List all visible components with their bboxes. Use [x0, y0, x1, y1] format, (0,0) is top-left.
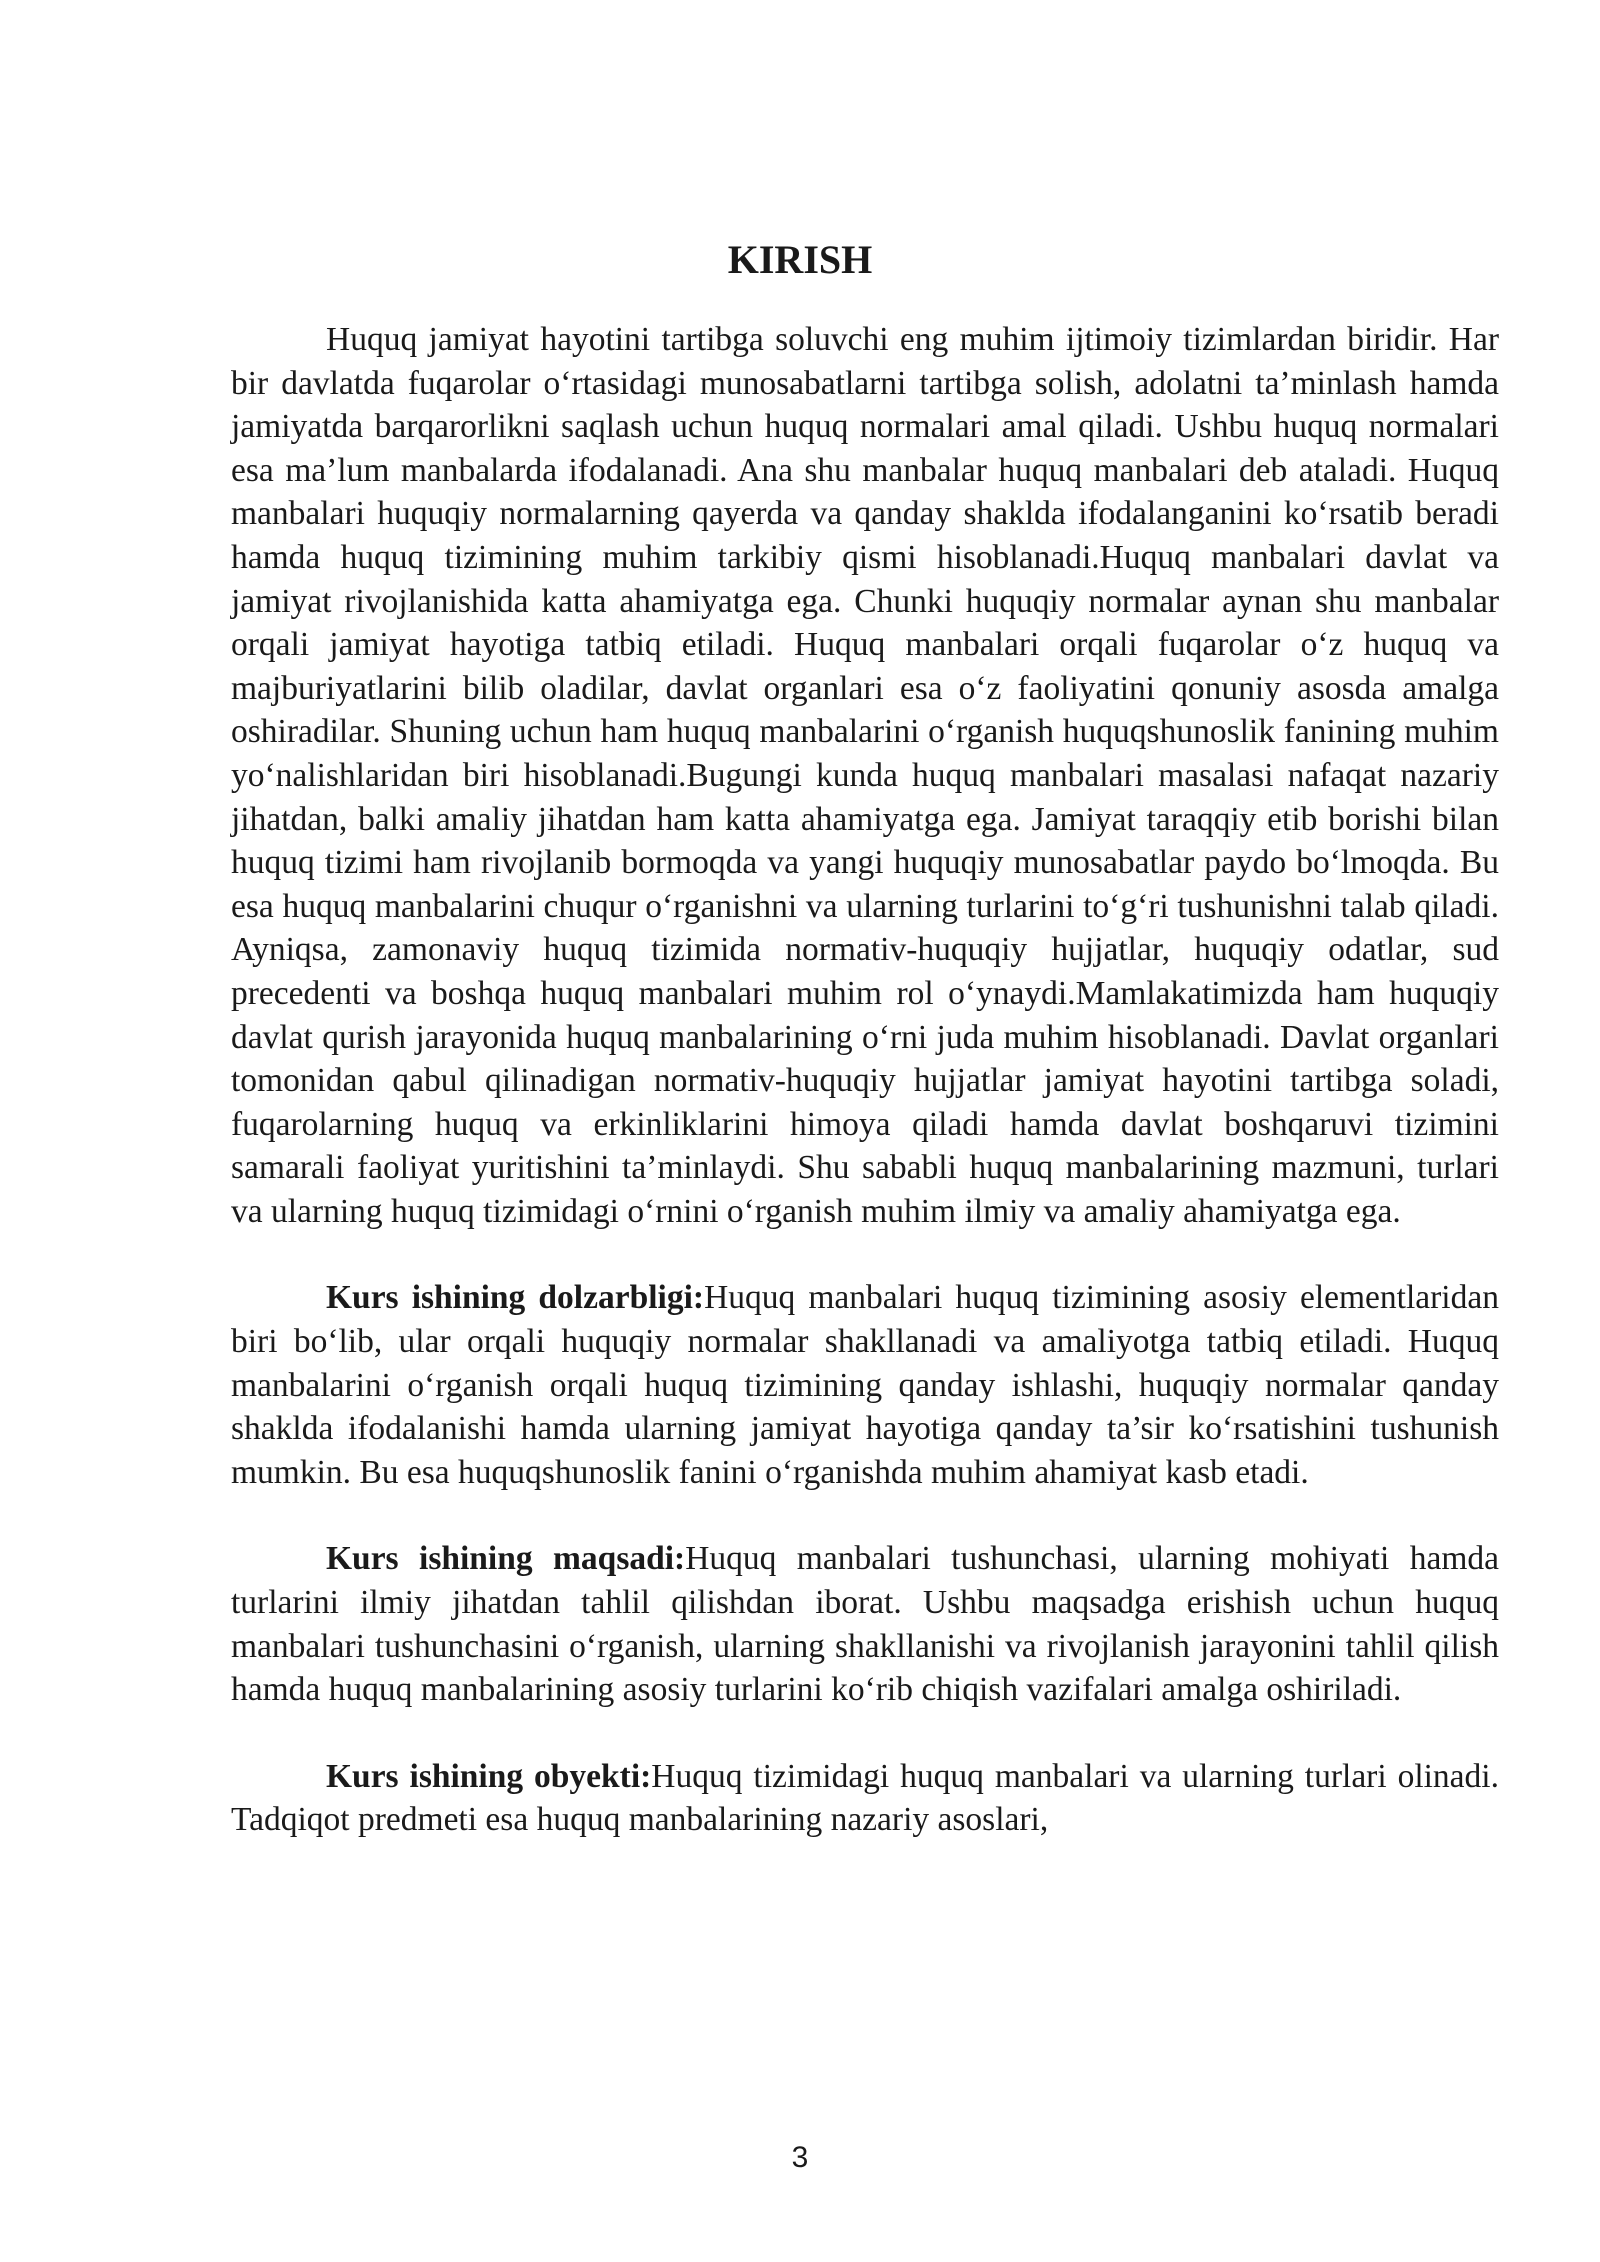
relevance-paragraph: [231, 1276, 1499, 1494]
goal-heading: Kurs ishining maqsadi:: [326, 1540, 686, 1578]
object-paragraph: [231, 1755, 1499, 1842]
relevance-heading: Kurs ishining dolzarbligi:: [326, 1279, 705, 1317]
page-title: KIRISH: [727, 237, 873, 282]
document-body: [231, 318, 1499, 1842]
page-number: 3: [791, 2141, 809, 2174]
intro-paragraph-text: Huquq jamiyat hayotini tartibga soluvchi eng muhim ijtimoiy tizimlardan biridir. Har bir davlatda fuqarolar o‘rtasidagi munosabatlarni tartibga solish, adolatni ta’minlash hamda jamiyatda barqarorlikni saqlash uchun huquq normalari amal qiladi. Ushbu huquq normalari esa ma’lum manbalarda ifodalanadi. Ana shu manbalar huquq manbalari deb ataladi. Huquq manbalari huquqiy normalarning qayerda va qanday shaklda ifodalanganini ko‘rsatib beradi hamda huquq tizimining muhim tarkibiy qismi hisoblanadi.Huquq manbalari davlat va jamiyat rivojlanishida katta ahamiyatga ega. Chunki huquqiy normalar aynan shu manbalar orqali jamiyat hayotiga tatbiq etiladi. Huquq manbalari orqali fuqarolar o‘z huquq va majburiyatlarini bilib oladilar, davlat organlari esa o‘z faoliyatini qonuniy asosda amalga oshiradilar. Shuning uchun ham huquq manbalarini o‘rganish huquqshunoslik fanining muhim yo‘nalishlaridan biri hisoblanadi.Bugungi kunda huquq manbalari masalasi nafaqat nazariy jihatdan, balki amaliy jihatdan ham katta ahamiyatga ega. Jamiyat taraqqiy etib borishi bilan huquq tizimi ham rivojlanib bormoqda va yangi huquqiy munosabatlar paydo bo‘lmoqda. Bu esa huquq manbalarini chuqur o‘rganishni va ularning turlarini to‘g‘ri tushunishni talab qiladi. Ayniqsa, zamonaviy huquq tizimida normativ-huquqiy hujjatlar, huquqiy odatlar, sud precedenti va boshqa huquq manbalari muhim rol o‘ynaydi.Mamlakatimizda ham huquqiy davlat qurish jarayonida huquq manbalarining o‘rni juda muhim hisoblanadi. Davlat organlari tomonidan qabul qilinadigan normativ-huquqiy hujjatlar jamiyat hayotini tartibga soladi, fuqarolarning huquq va erkinliklarini himoya qiladi hamda davlat boshqaruvi tizimini samarali faoliyat yuritishini ta’minlaydi. Shu sababli huquq manbalarining mazmuni, turlari va ularning huquq tizimidagi o‘rnini o‘rganish muhim ilmiy va amaliy ahamiyatga ega.: [231, 321, 1499, 1230]
goal-paragraph: [231, 1537, 1499, 1711]
object-heading: Kurs ishining obyekti:: [326, 1757, 652, 1795]
relevance-paragraph-text: Huquq manbalari huquq tizimining asosiy elementlaridan biri bo‘lib, ular orqali huquqiy normalar shakllanadi va amaliyotga tatbiq etiladi. Huquq manbalarini o‘rganish orqali huquq tizimining qanday ishlashi, huquqiy normalar qanday shaklda ifodalanishi hamda ularning jamiyat hayotiga qanday ta’sir ko‘rsatishini tushunish mumkin. Bu esa huquqshunoslik fanini o‘rganishda muhim ahamiyat kasb etadi.: [231, 1279, 1499, 1491]
intro-paragraph: [231, 318, 1499, 1233]
object-paragraph-text: Huquq tizimidagi huquq manbalari va ularning turlari olinadi. Tadqiqot predmeti esa huquq manbalarining nazariy asoslari,: [231, 1757, 1499, 1839]
goal-paragraph-text: Huquq manbalari tushunchasi, ularning mohiyati hamda turlarini ilmiy jihatdan tahlil qilishdan iborat. Ushbu maqsadga erishish uchun huquq manbalari tushunchasini o‘rganish, ularning shakllanishi va rivojlanish jarayonini tahlil qilish hamda huquq manbalarining asosiy turlarini ko‘rib chiqish vazifalari amalga oshiriladi.: [231, 1540, 1499, 1709]
